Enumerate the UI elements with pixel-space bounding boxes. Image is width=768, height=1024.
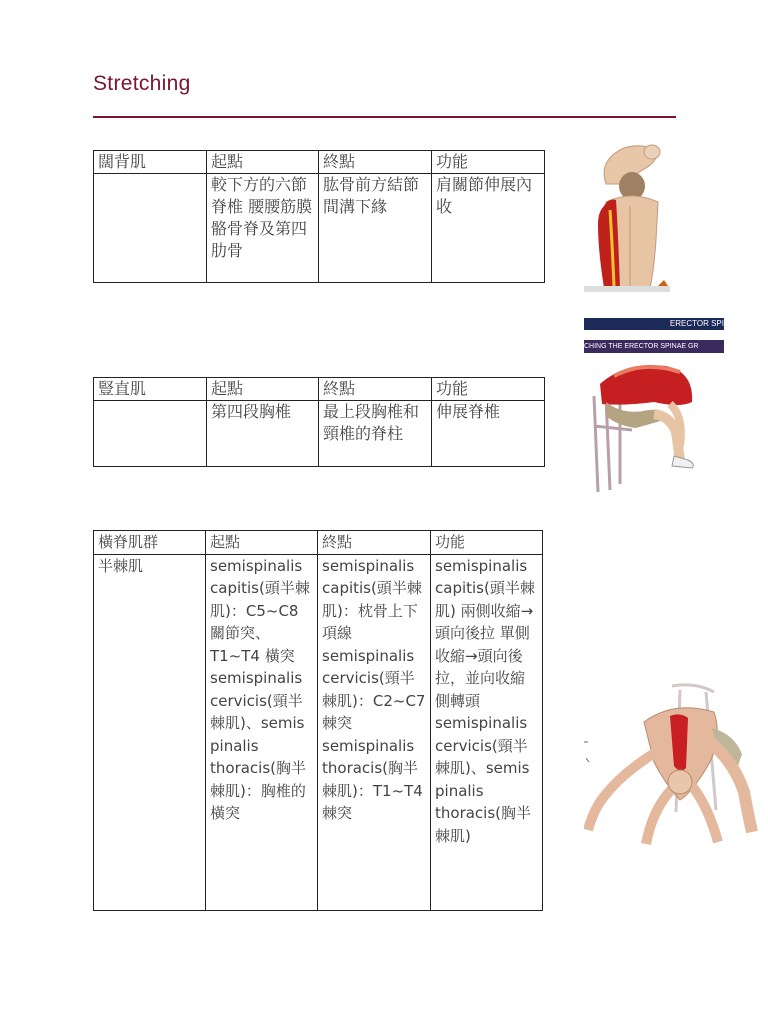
semispinalis-stretch-illustration bbox=[584, 682, 759, 858]
muscle-name-cell: 闊背肌 bbox=[94, 151, 207, 174]
insertion-cell: semispinalis capitis(頭半棘肌)：枕骨上下項線 semispinalis cervicis(頸半棘肌)：C2~C7 棘突 semispinalis thoracis(胸半棘肌)：T1~T4 棘突 bbox=[318, 554, 431, 910]
erector-spinae-table bbox=[93, 377, 545, 467]
empty-cell bbox=[94, 174, 207, 283]
transversospinalis-table bbox=[93, 530, 543, 911]
muscle-name-cell: 半棘肌 bbox=[94, 554, 206, 910]
page-title: Stretching bbox=[93, 72, 191, 95]
origin-header: 起點 bbox=[207, 378, 319, 401]
banner-bottom: CHING THE ERECTOR SPINAE GR bbox=[584, 340, 724, 353]
origin-header: 起點 bbox=[206, 531, 318, 555]
function-cell: 伸展脊椎 bbox=[432, 401, 545, 467]
banner-top: ERECTOR SPI bbox=[584, 318, 724, 330]
insertion-cell: 肱骨前方結節間溝下緣 bbox=[319, 174, 432, 283]
origin-cell: 第四段胸椎 bbox=[207, 401, 319, 467]
origin-cell: 較下方的六節脊椎 腰腰筋膜 骼骨脊及第四肋骨 bbox=[207, 174, 319, 283]
erector-spinae-stretch-illustration bbox=[584, 356, 704, 496]
insertion-cell: 最上段胸椎和頸椎的脊柱 bbox=[319, 401, 432, 467]
latissimus-dorsi-table bbox=[93, 150, 545, 283]
muscle-name-cell: 豎直肌 bbox=[94, 378, 207, 401]
function-header: 功能 bbox=[432, 378, 545, 401]
function-header: 功能 bbox=[431, 531, 543, 555]
function-cell: 肩關節伸展內收 bbox=[432, 174, 545, 283]
origin-cell: semispinalis capitis(頭半棘肌)：C5~C8 關節突、T1~T4 橫突 semispinalis cervicis(頸半棘肌)、semis pinalis thoracis(胸半棘肌)：胸椎的橫突 bbox=[206, 554, 318, 910]
insertion-header: 終點 bbox=[319, 378, 432, 401]
function-cell: semispinalis capitis(頭半棘肌) 兩側收縮→頭向後拉 單側收縮→頭向後拉，並向收縮側轉頭 semispinalis cervicis(頸半棘肌)、semis pinalis thoracis(胸半棘肌) bbox=[431, 554, 543, 910]
latissimus-stretch-illustration bbox=[584, 140, 670, 292]
empty-cell bbox=[94, 401, 207, 467]
title-underline bbox=[93, 116, 676, 118]
origin-header: 起點 bbox=[207, 151, 319, 174]
erector-spinae-banner bbox=[584, 318, 724, 354]
muscle-group-cell: 橫脊肌群 bbox=[94, 531, 206, 555]
insertion-header: 終點 bbox=[318, 531, 431, 555]
function-header: 功能 bbox=[432, 151, 545, 174]
insertion-header: 終點 bbox=[319, 151, 432, 174]
